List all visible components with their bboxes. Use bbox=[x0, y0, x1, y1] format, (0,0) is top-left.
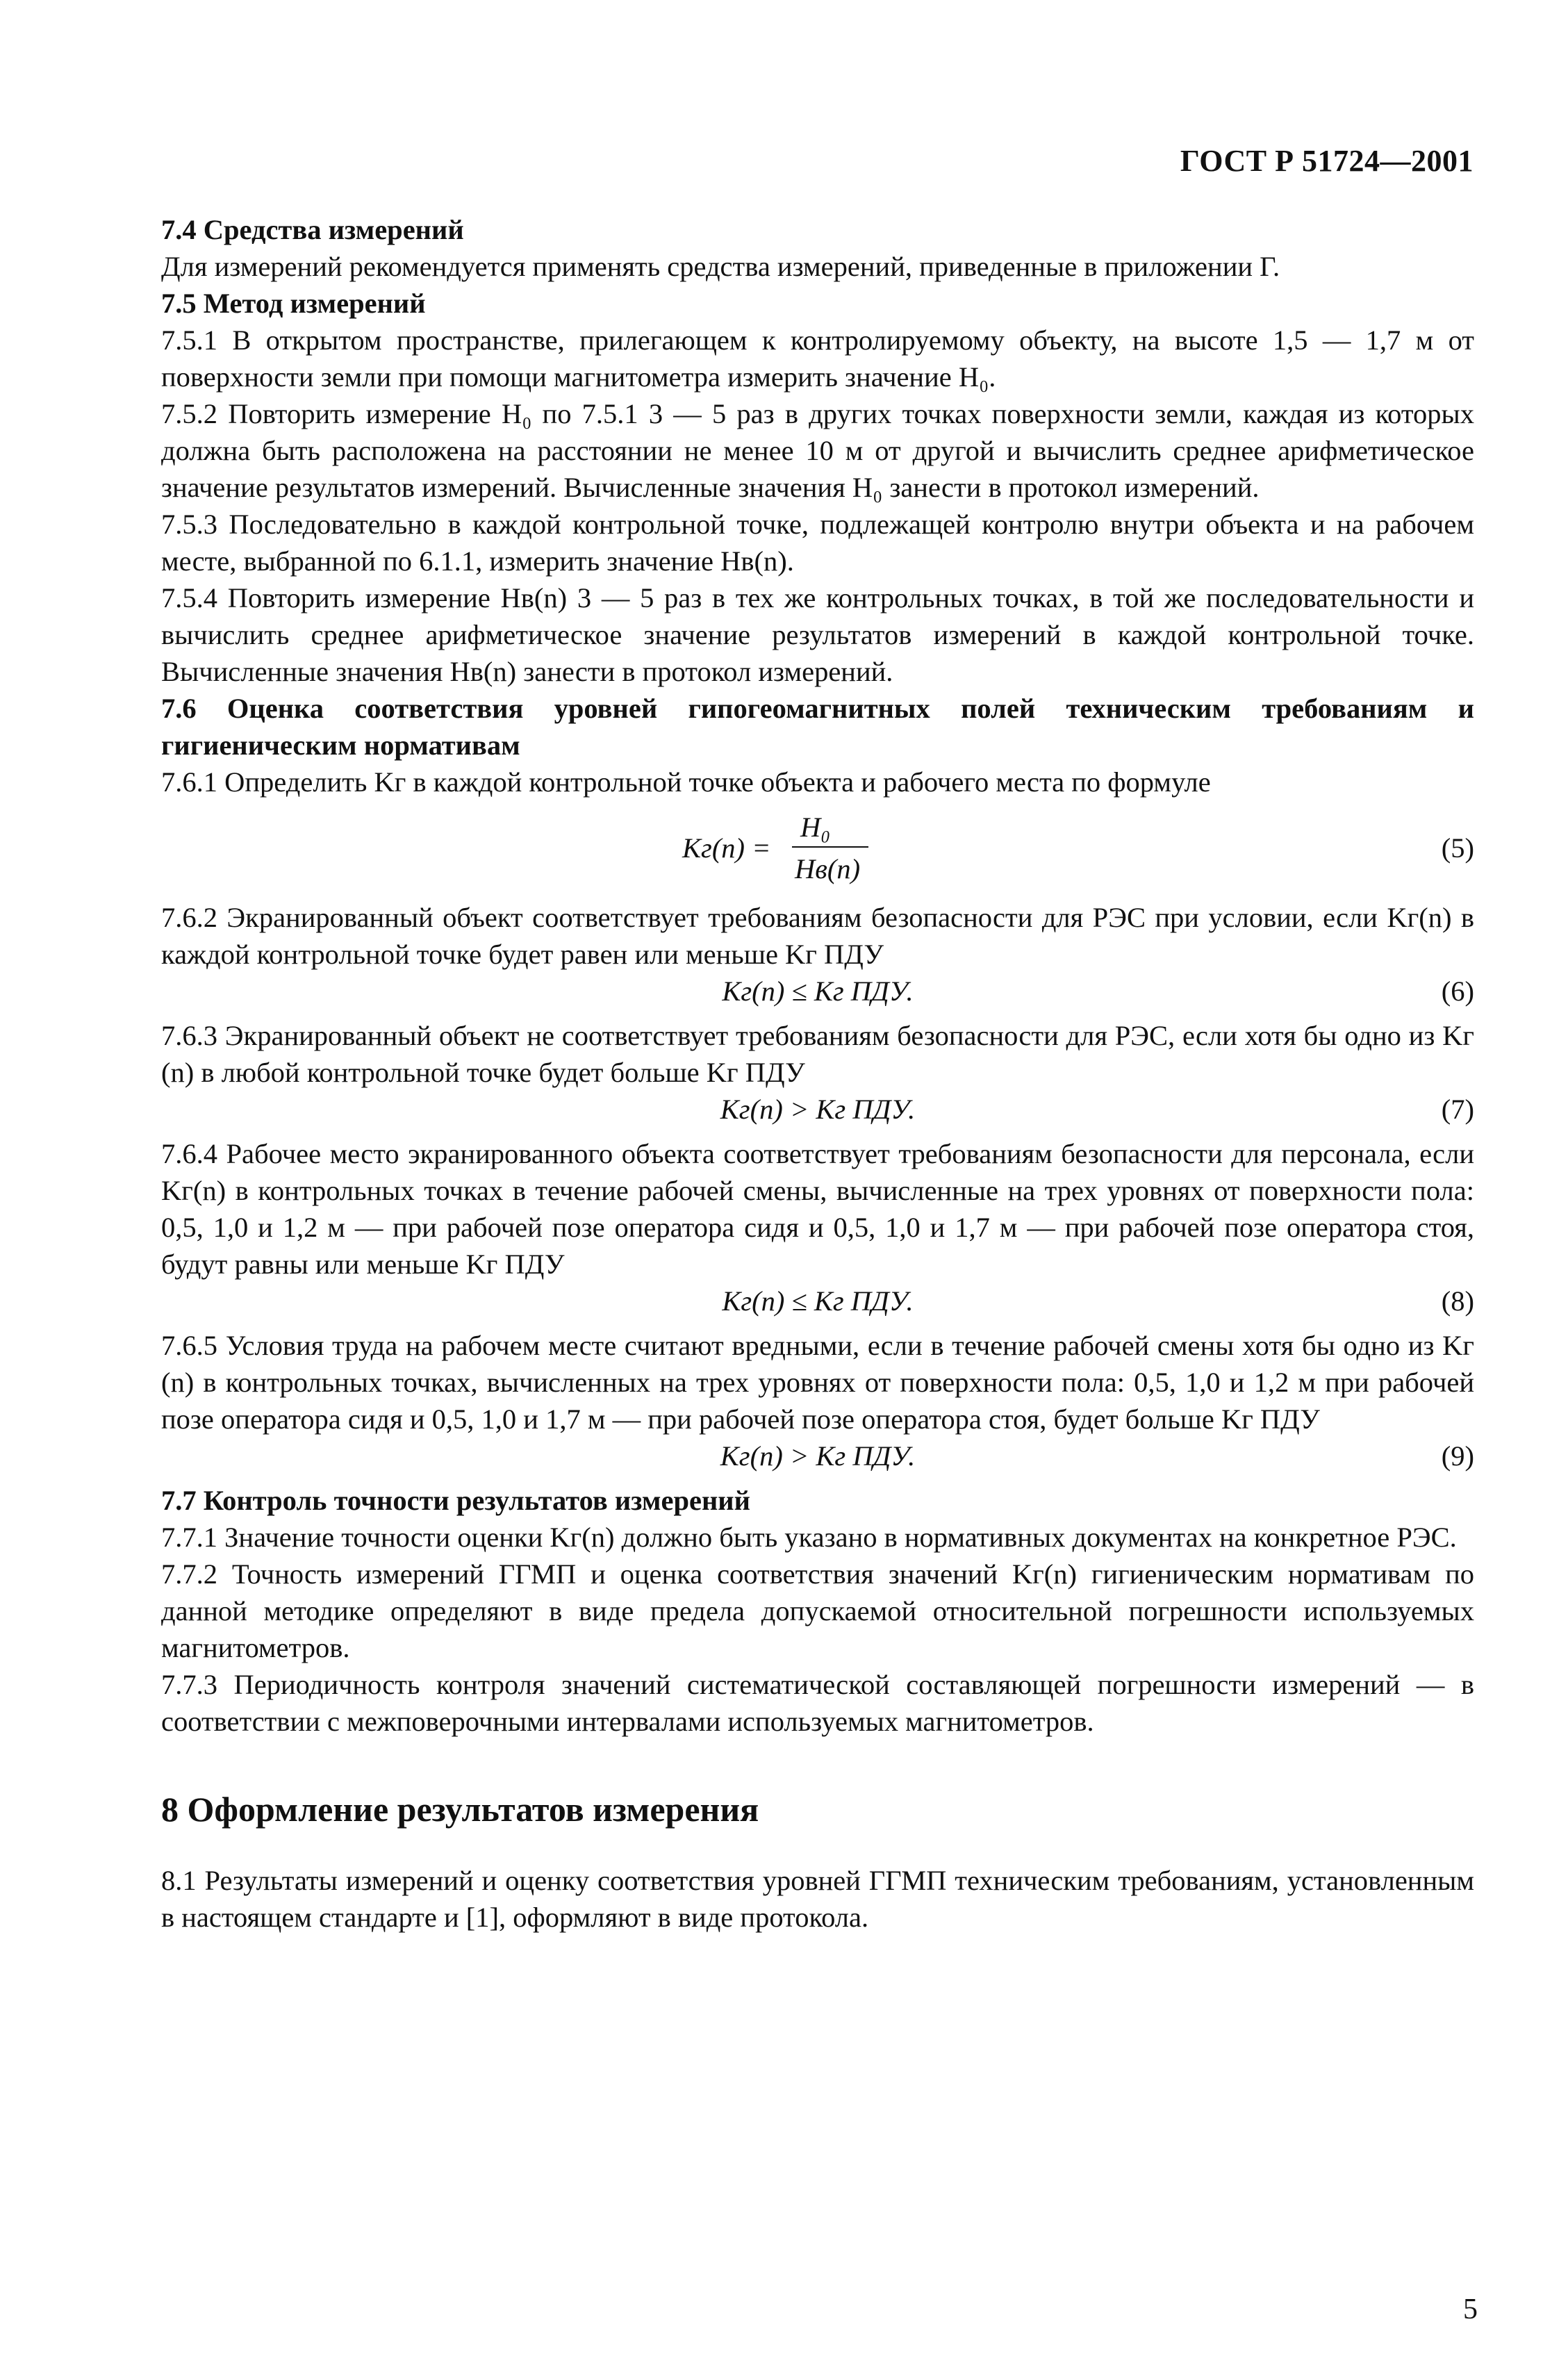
formula-5-lhs: Kг(n) = bbox=[682, 832, 771, 864]
paragraph-7-5-2: 7.5.2 Повторить измерение H₀ по 7.5.1 3 — 5 раз в других точках поверхности земли, каждая из которых должна быть расположена на расстоянии не менее 10 м от другой и вычислить среднее арифметическое значение результатов измерений. Вычисленные значения H₀ занести в протокол измерений. bbox=[161, 398, 1474, 503]
paragraph-8-1: 8.1 Результаты измерений и оценку соответствия уровней ГГМП техническим требованиям, установленным в настоящем стандарте и [1], оформляют в виде протокола. bbox=[161, 1865, 1474, 1933]
paragraph-7-5-1: 7.5.1 В открытом пространстве, прилегающем к контролируемому объекту, на высоте 1,5 — 1,7 м от поверхности земли при помощи магнитометра измерить значение H₀. bbox=[161, 324, 1474, 393]
formula-5-denominator: Hв(n) bbox=[795, 853, 861, 884]
formula-6 bbox=[161, 973, 1474, 1017]
formula-7 bbox=[161, 1091, 1474, 1135]
formula-9 bbox=[161, 1438, 1474, 1482]
formula-5-number: (5) bbox=[1441, 832, 1474, 864]
section-title-7-7: 7.7 Контроль точности результатов измерений bbox=[161, 1485, 750, 1516]
paragraph-7-5-3: 7.5.3 Последовательно в каждой контрольной точке, подлежащей контролю внутри объекта и на рабочем месте, выбранной по 6.1.1, измерить значение Hв(n). bbox=[161, 509, 1474, 577]
paragraph-7-6-2: 7.6.2 Экранированный объект соответствует требованиям безопасности для РЭС при условии, если Kг(n) в каждой контрольной точке будет равен или меньше Kг ПДУ bbox=[161, 902, 1474, 970]
formula-5 bbox=[161, 809, 1474, 892]
paragraph-7-6-1: 7.6.1 Определить Kг в каждой контрольной точке объекта и рабочего места по формуле bbox=[161, 766, 1211, 798]
formula-8-number: (8) bbox=[1441, 1285, 1474, 1317]
formula-7-expression: Kг(n) > Kг ПДУ. bbox=[720, 1094, 916, 1125]
fraction-bar bbox=[792, 846, 868, 848]
section-title-7-6: 7.6 Оценка соответствия уровней гипогеомагнитных полей техническим требованиям и гигиеническим нормативам bbox=[161, 693, 1474, 761]
paragraph-7-6-4: 7.6.4 Рабочее место экранированного объекта соответствует требованиям безопасности для персонала, если Kг(n) в контрольных точках в течение рабочей смены, вычисленные на трех уровнях от поверхности пола: 0,5, 1,0 и 1,2 м — при рабочей позе оператора сидя и 0,5, 1,0 и 1,7 м — при рабочей позе оператора стоя, будут равны или меньше Kг ПДУ bbox=[161, 1138, 1474, 1280]
paragraph-7-6-3: 7.6.3 Экранированный объект не соответствует требованиям безопасности для РЭС, если хотя бы одно из Kг (n) в любой контрольной точке будет больше Kг ПДУ bbox=[161, 1020, 1474, 1088]
page-content bbox=[161, 211, 1474, 1936]
formula-8 bbox=[161, 1283, 1474, 1327]
document-header: ГОСТ Р 51724—2001 bbox=[1180, 144, 1474, 178]
paragraph-7-5-4: 7.5.4 Повторить измерение Hв(n) 3 — 5 раз в тех же контрольных точках, в той же последовательности и вычислить среднее арифметическое значение результатов измерений в каждой контрольной точке. Вычисленные значения Hв(n) занести в протокол измерений. bbox=[161, 582, 1474, 687]
paragraph-7-4: Для измерений рекомендуется применять средства измерений, приведенные в приложении Г. bbox=[161, 251, 1280, 282]
paragraph-7-6-5: 7.6.5 Условия труда на рабочем месте считают вредными, если в течение рабочей смены хотя бы одно из Kг (n) в контрольных точках, вычисленных на трех уровнях от поверхности пола: 0,5, 1,0 и 1,2 м при рабочей позе оператора сидя и 0,5, 1,0 и 1,7 м — при рабочей позе оператора стоя, будет больше Kг ПДУ bbox=[161, 1330, 1474, 1435]
section-title-7-5: 7.5 Метод измерений bbox=[161, 288, 426, 319]
paragraph-7-7-2: 7.7.2 Точность измерений ГГМП и оценка соответствия значений Kг(n) гигиеническим нормативам по данной методике определяют в виде предела допускаемой относительной погрешности используемых магнитометров. bbox=[161, 1558, 1474, 1663]
page-number: 5 bbox=[1463, 2293, 1478, 2325]
paragraph-7-7-3: 7.7.3 Периодичность контроля значений систематической составляющей погрешности измерений — в соответствии с межповерочными интервалами используемых магнитометров. bbox=[161, 1669, 1474, 1737]
formula-9-expression: Kг(n) > Kг ПДУ. bbox=[720, 1440, 916, 1472]
formula-9-number: (9) bbox=[1441, 1440, 1474, 1472]
paragraph-7-7-1: 7.7.1 Значение точности оценки Kг(n) должно быть указано в нормативных документах на конкретное РЭС. bbox=[161, 1522, 1457, 1553]
formula-6-number: (6) bbox=[1441, 975, 1474, 1007]
formula-7-number: (7) bbox=[1441, 1094, 1474, 1125]
section-title-7-4: 7.4 Средства измерений bbox=[161, 214, 464, 245]
formula-6-expression: Kг(n) ≤ Kг ПДУ. bbox=[722, 975, 914, 1007]
formula-8-expression: Kг(n) ≤ Kг ПДУ. bbox=[722, 1285, 914, 1317]
section-title-8: 8 Оформление результатов измерения bbox=[161, 1790, 759, 1829]
formula-5-numerator: H₀ bbox=[800, 812, 831, 843]
